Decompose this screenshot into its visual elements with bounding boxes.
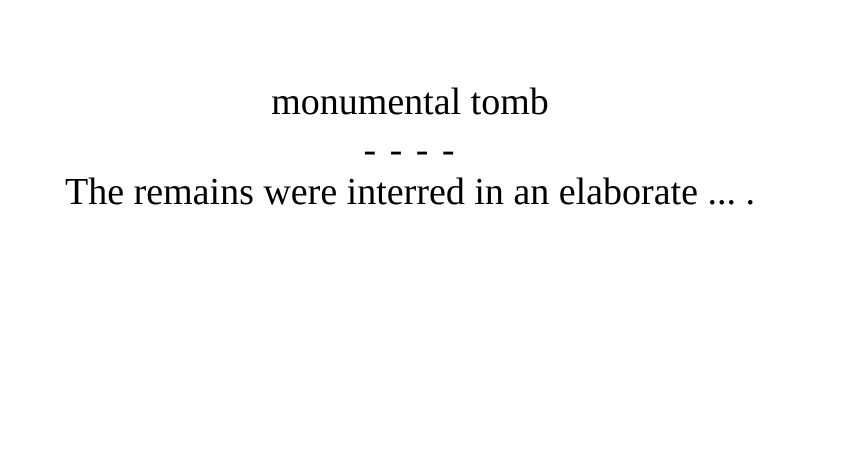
example-sentence: The remains were interred in an elaborate ... . [64, 171, 755, 213]
separator-dashes: - - - - [363, 129, 457, 171]
term-text: monumental tomb [271, 81, 549, 123]
